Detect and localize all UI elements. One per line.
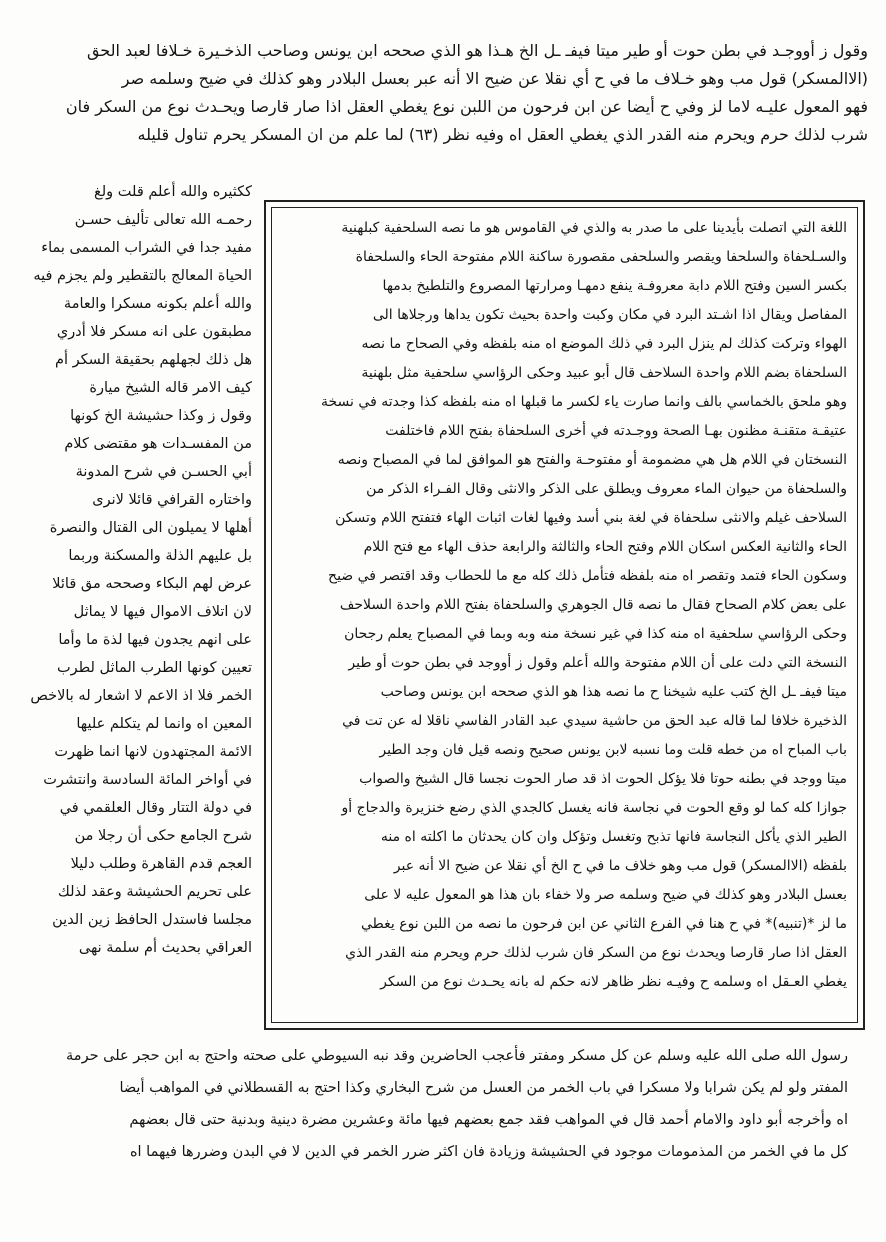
text-line: الطير الذي يأكل النجاسة فانها تذبح وتغسل وتؤكل وان كان يحدثان ما اكلته اه منه [380, 829, 847, 845]
text-line: بعسل البلادر وهو كذلك في ضيح وسلمه صر ولا خفاء بان هذا هو المعول عليه لا على [364, 887, 847, 903]
text-line: فهو المعول عليـه لاما لز وفي ح أيضا عن ابن فرحون من اللبن نوع يغطي العقل اذا صار قارصا ويحـدث نوع من السكر فان [65, 97, 868, 116]
text-line: على انهم يجدون فيها لذة ما وأما [58, 632, 252, 648]
text-line: الحاء والثانية العكس اسكان اللام وفتح الحاء والثالثة والرابعة حذف الهاء مع فتح اللام [363, 539, 847, 555]
text-line: العراقي بحديث أم سلمة نهى [78, 940, 252, 956]
text-line: أهلها لا يميلون الى القتال والنصرة [49, 520, 252, 536]
text-line: والسـلحفاة والسلحفا ويقصر والسلحفى مقصورة ساكنة اللام مفتوحة الحاء والسلحفاة [355, 249, 847, 265]
text-line: المفاصل ويقال اذا اشـتد البرد في مكان وكبت واحدة بحيث تكون يداها ورجلاها الى [372, 307, 847, 323]
text-line: ميتا فيفـ ـل الخ كتب عليه شيخنا ح ما نصه هذا هو الذي صححه ابن يونس وصاحب [380, 684, 847, 700]
text-line: يغطي العـقل اه وسلمه ح وفيـه نظر ظاهر لانه حكم له بانه يحـدث نوع من السكر [380, 974, 847, 990]
text-line: على بعض كلام الصحاح فقال ما نصه قال الجوهري والسلحفاة بفتح اللام واحدة السلاحف [339, 597, 847, 613]
text-line: عتيقـة متقنـة مظنون بهـا الصحة ووجـدته في أخرى السلحفاة بفتح اللام فاختلفت [385, 423, 847, 439]
text-line: مفيد جدا في الشراب المسمى بماء [41, 240, 252, 256]
text-line: اه وأخرجه أبو داود والامام أحمد قال في المواهب فقد جمع بعضهم فيها مائة وعشرين مضرة دينية وبدنية حتى قال بعضهم [129, 1112, 848, 1128]
text-line: في أواخر المائة السادسة وانتشرت [43, 772, 252, 788]
text-line: الحياة المعالج بالتقطير ولم يجزم فيه [33, 268, 252, 284]
text-line: باب المباح اه من خطه قلت وما نسبه لابن يونس صحيح ونصه قيل فان وجد الطير [379, 742, 847, 758]
text-line: شرب لذلك حرم ويحرم منه القدر الذي يغطي العقل اه وفيه نظر (٦٣) لما علم من ان المسكر يحرم تناول قليله [137, 125, 868, 144]
text-line: بكسر السين وفتح اللام دابة معروفـة ينفع دمهـا ومرارتها المصروع والتلطيخ بدمها [382, 278, 847, 294]
text-line: (الاالمسكر) قول مب وهو خـلاف ما في ح أي نقلا عن ضيح الا أنه عبر بعسل البلادر وهو كذلك في ضيح وسلمه صر [121, 69, 868, 88]
text-line: والسلحفاة من حيوان الماء معروف ويطلق على الذكر والانثى وقال الفـراء الذكر من [366, 481, 847, 497]
text-line: عرض لهم البكاء وصححه مق قائلا [52, 576, 252, 592]
text-line: وحكى الرؤاسي سلحفية اه منه كذا في غير نسخة منه وبه وبما في المصباح يعلم رجحان [344, 626, 847, 642]
text-line: على تحريم الحشيشة وعقد لذلك [57, 884, 252, 900]
text-line: الهواء وتركت كذلك لم ينزل البرد في ذلك الموضع اه منه بلفظه وفي الصحاح ما نصه [361, 336, 847, 352]
text-line: واختاره القرافي قائلا لانرى [92, 492, 252, 508]
text-line: المفتر ولو لم يكن شرابا ولا مسكرا في باب الخمر من العسل من شرح البخاري وكذا احتج به القسطلاني في المواهب أيضا [119, 1080, 848, 1096]
text-line: المعين اه وانما لم يتكلم عليها [76, 716, 252, 732]
text-line: لان اتلاف الاموال فيها لا يماثل [73, 604, 252, 620]
text-line: أبي الحسـن في شرح المدونة [75, 464, 252, 480]
text-line: جوازا كله كما لو وقع الحوت في نجاسة فانه يغسل كالجدي الذي رضع خنزيرة والدجاج أو [341, 800, 847, 816]
text-line: وقول ز وكذا حشيشة الخ كونها [70, 408, 252, 424]
text-line: بلفظه (الاالمسكر) قول مب وهو خلاف ما في ح الخ أي نقلا عن ضيح الا أنه عبر [393, 858, 847, 874]
text-line: مجلسا فاستدل الحافظ زين الدين [52, 912, 252, 928]
text-line: هل ذلك لجهلهم بحقيقة السكر أم [55, 352, 252, 368]
text-line: في دولة التتار وقال العلقمي في [59, 800, 252, 816]
text-line: كيف الامر قاله الشيخ ميارة [89, 380, 252, 396]
text-line: رحمـه الله تعالى تأليف حسـن [74, 212, 252, 228]
text-line: تعيين كونها الطرب الماثل لطرب [56, 660, 252, 676]
text-line: العجم قدم القاهرة وطلب دليلا [70, 856, 252, 872]
margin-gloss-frame [264, 200, 865, 1030]
text-line: السلاحف غيلم والانثى سلحفاة في لغة بني أسد وفيها لغات اثبات الهاء فتفتح اللام وتسكن [335, 510, 847, 526]
text-line: وهو ملحق بالخماسي بالف وانما صارت ياء لكسر ما قبلها اه منه بلفظه كذا وجدته في نسخة [321, 394, 847, 410]
text-line: العقل اذا صار قارصا ويحدث نوع من السكر فان شرب لذلك حرم ويحرم منه القدر الذي [345, 945, 847, 961]
text-line: الائمة المجتهدون لانها انما ظهرت [54, 744, 252, 760]
text-line: اللغة التي اتصلت بأيدينا على ما صدر به والذي في القاموس هو ما نصه السلحفية كبلهنية [341, 220, 847, 236]
text-line: النسخة التي دلت على أن اللام مفتوحة والله أعلم وقول ز أووجد في بطن حوت أو طير [348, 655, 847, 671]
text-line: بل عليهم الذلة والمسكنة وربما [68, 548, 252, 564]
text-line: رسول الله صلى الله عليه وسلم عن كل مسكر ومفتر فأعجب الحاضرين وقد نبه السيوطي على صحته واحتج به ابن حجر على حرمة [66, 1048, 848, 1064]
text-line: السلحفاة بضم اللام واحدة السلاحف قال أبو عبيد وحكى الرؤاسي سلحفية مثل بلهنية [361, 365, 847, 381]
text-line: من المفسـدات هو مقتضى كلام [64, 436, 252, 452]
text-line: وقول ز أووجـد في بطن حوت أو طير ميتا فيفـ ـل الخ هـذا هو الذي صححه ابن يونس وصاحب الذخـيرة خـلافا لعبد الحق [86, 41, 868, 60]
text-line: ما لز *(تنبيه)* في ح هنا في الفرع الثاني عن ابن فرحون ما نصه من اللبن نوع يغطي [360, 916, 847, 932]
text-line: مطبقون على انه مسكر فلا أدري [56, 324, 252, 340]
text-line: ميتا ووجد في بطنه حوتا فلا يؤكل الحوت اذ قد صار الحوت نجسا قال الشيخ والصواب [359, 771, 847, 787]
text-line: والله أعلم بكونه مسكرا والعامة [63, 296, 252, 312]
text-line: الذخيرة خلافا لما قاله عبد الحق من حاشية سيدي عبد القادر الفاسي ناقلا له عن تت في [342, 713, 847, 729]
text-line: ككثيره والله أعلم قلت ولغ [94, 184, 252, 200]
text-line: وسكون الحاء فتمد وتقصر اه منه بلفظه فتأمل ذلك كله مع ما للحطاب وقد اقتصر في ضيح [328, 568, 847, 584]
text-line: النسختان في اللام هل هي مضمومة أو مفتوحـة والفتح هو الموافق لما في المصباح ونصه [337, 452, 847, 468]
text-line: شرح الجامع حكى أن رجلا من [74, 828, 252, 844]
text-line: كل ما في الخمر من المذمومات موجود في الحشيشة وزيادة فان اكثر ضرر الخمر في الدين لا في البدن وضررها فيهما اه [129, 1144, 848, 1160]
text-line: الخمر فلا اذ الاعم لا اشعار له بالاخص [30, 688, 252, 704]
